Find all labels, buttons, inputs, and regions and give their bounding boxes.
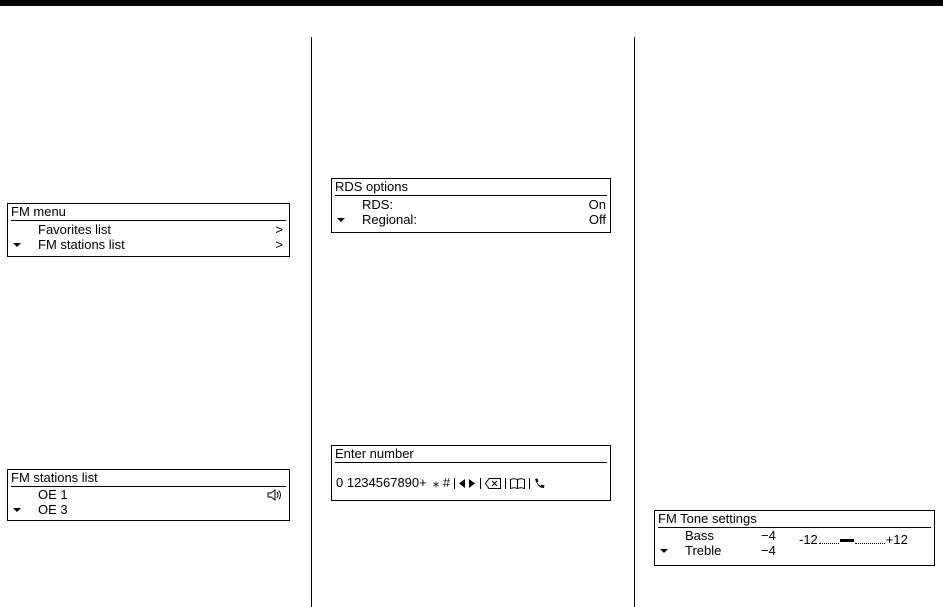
meter-track-right bbox=[855, 543, 885, 544]
backspace-icon[interactable] bbox=[485, 478, 501, 489]
fm-menu-panel bbox=[7, 203, 290, 257]
meter-track-left bbox=[819, 543, 839, 544]
symbol-keys[interactable]: ⁎ # bbox=[432, 475, 451, 490]
rds-options-panel bbox=[331, 178, 611, 233]
separator bbox=[480, 478, 481, 489]
speaker-icon bbox=[267, 489, 283, 501]
station-label: OE 3 bbox=[38, 502, 68, 517]
scroll-down-icon bbox=[337, 218, 345, 222]
fm-menu-title: FM menu bbox=[11, 205, 286, 221]
enter-number-title: Enter number bbox=[335, 447, 607, 463]
menu-item-label: Favorites list bbox=[38, 222, 111, 237]
station-item-oe3[interactable] bbox=[8, 503, 289, 517]
enter-number-panel bbox=[331, 445, 611, 501]
separator bbox=[505, 478, 506, 489]
tone-label: Treble bbox=[685, 543, 722, 558]
rds-options-title: RDS options bbox=[335, 180, 607, 196]
chevron-right-icon: > bbox=[275, 222, 283, 237]
fm-stations-list-panel bbox=[7, 469, 290, 521]
phonebook-icon[interactable] bbox=[510, 478, 525, 489]
option-label: Regional: bbox=[362, 212, 417, 227]
digit-keys[interactable]: 0 1234567890+ bbox=[336, 475, 427, 490]
tone-value: −4 bbox=[761, 543, 776, 558]
fm-menu-item-favorites[interactable] bbox=[8, 223, 289, 237]
fm-stations-list-title: FM stations list bbox=[11, 471, 286, 487]
number-keypad bbox=[336, 476, 545, 490]
rds-option-regional[interactable] bbox=[332, 213, 610, 227]
phone-icon[interactable] bbox=[534, 478, 545, 489]
fm-tone-settings-panel bbox=[654, 510, 935, 566]
top-rule bbox=[0, 0, 943, 6]
option-value: Off bbox=[588, 212, 606, 227]
meter-max-label: +12 bbox=[885, 532, 908, 547]
option-label: RDS: bbox=[362, 197, 394, 212]
tone-level-meter[interactable] bbox=[799, 533, 908, 547]
tone-label: Bass bbox=[685, 528, 714, 543]
tone-value: −4 bbox=[761, 528, 776, 543]
menu-item-label: FM stations list bbox=[38, 237, 125, 252]
right-arrow-icon[interactable] bbox=[469, 479, 476, 488]
scroll-down-icon bbox=[13, 243, 21, 247]
rds-option-rds[interactable] bbox=[332, 198, 610, 212]
fm-menu-item-stations-list[interactable] bbox=[8, 238, 289, 252]
scroll-down-icon bbox=[13, 508, 21, 512]
column-divider-2 bbox=[634, 37, 635, 607]
left-arrow-icon[interactable] bbox=[459, 479, 466, 488]
separator bbox=[529, 478, 530, 489]
column-divider-1 bbox=[311, 37, 312, 607]
fm-tone-settings-title: FM Tone settings bbox=[658, 512, 931, 528]
meter-indicator bbox=[840, 539, 854, 542]
station-label: OE 1 bbox=[38, 487, 68, 502]
meter-min-label: -12 bbox=[799, 532, 818, 547]
scroll-down-icon bbox=[660, 549, 668, 553]
separator bbox=[454, 478, 455, 489]
option-value: On bbox=[588, 197, 606, 212]
station-item-oe1[interactable] bbox=[8, 488, 289, 502]
chevron-right-icon: > bbox=[275, 237, 283, 252]
